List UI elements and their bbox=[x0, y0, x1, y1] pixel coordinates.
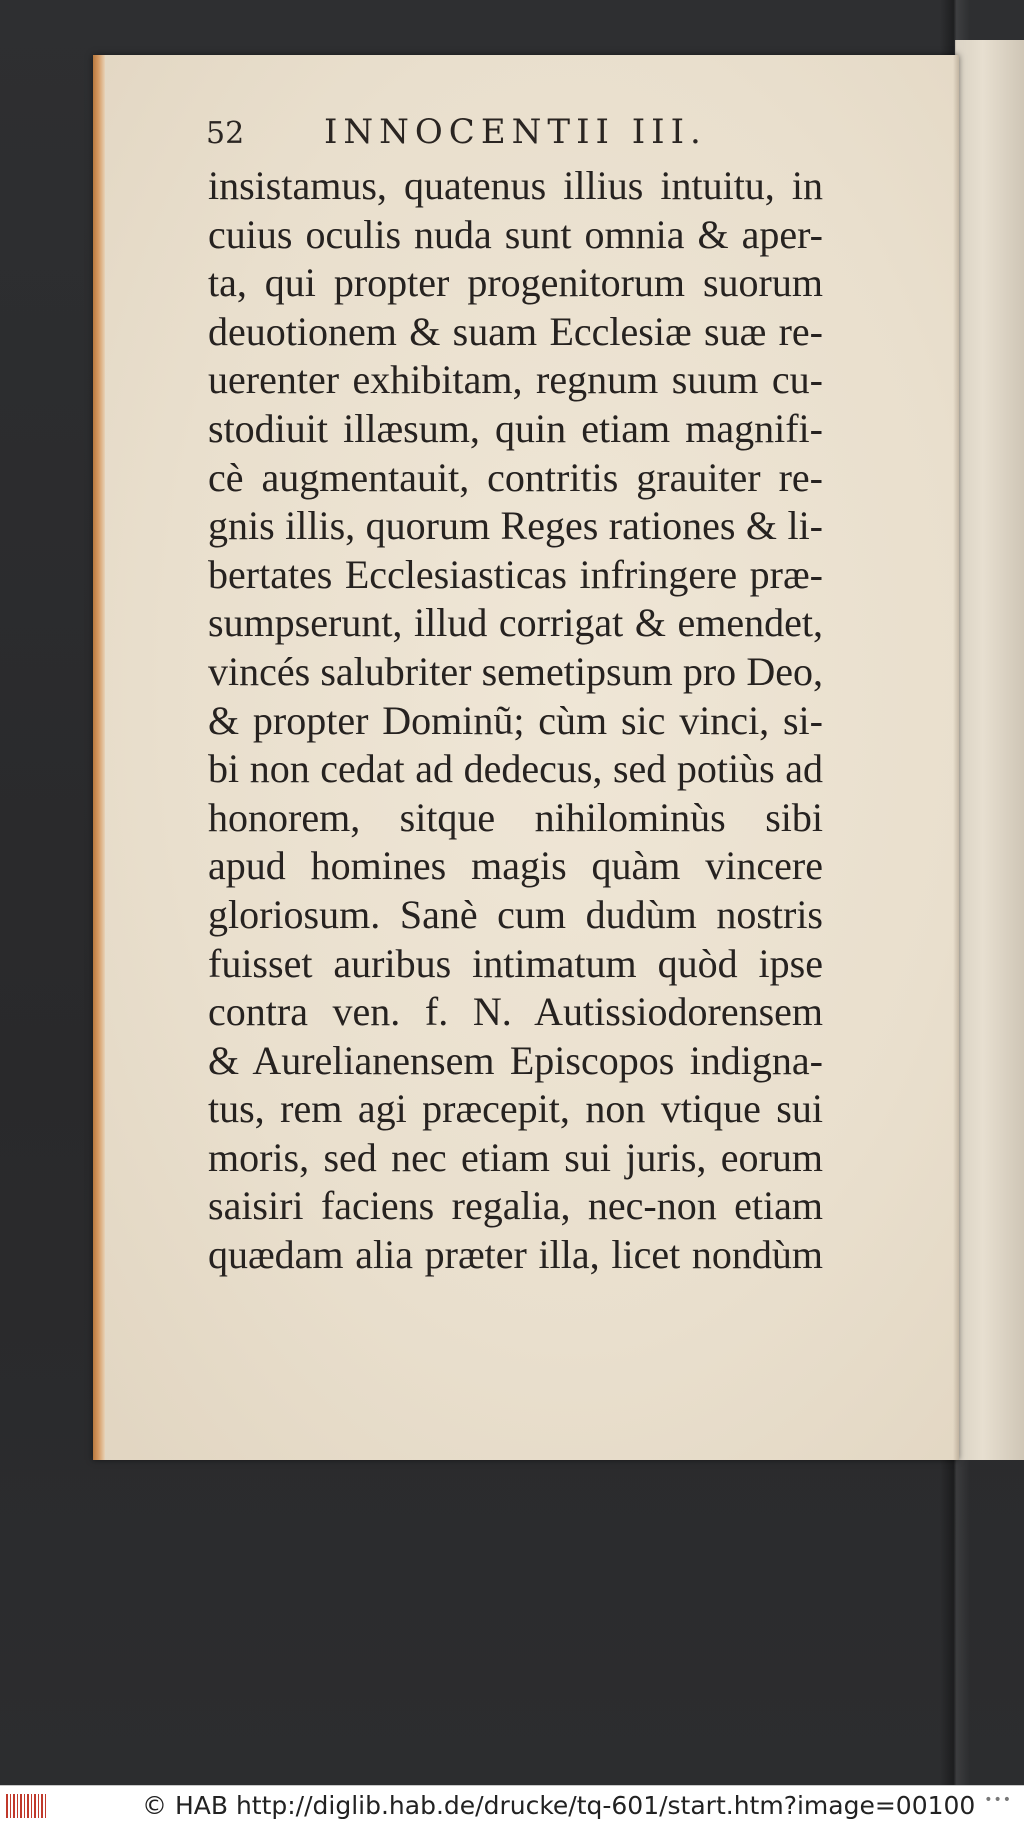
text-line: bertates Ecclesiasticas infringere præ- bbox=[208, 551, 823, 597]
text-line: & Aurelianensem Episcopos indigna- bbox=[208, 1037, 823, 1083]
text-line: deuotionem & suam Ecclesiæ suæ re- bbox=[208, 308, 823, 354]
text-line: uerenter exhibitam, regnum suum cu- bbox=[208, 357, 823, 403]
text-line: sumpserunt, illud corrigat & emendet, bbox=[208, 600, 823, 646]
text-line: apud homines magis quàm vincere bbox=[208, 843, 823, 889]
text-line: cuius oculis nuda sunt omnia & aper- bbox=[208, 211, 823, 257]
page-number: 52 bbox=[206, 116, 245, 151]
text-line: bi non cedat ad dedecus, sed potiùs ad bbox=[208, 746, 823, 792]
text-line: gnis illis, quorum Reges rationes & li- bbox=[208, 503, 823, 549]
text-line: quædam alia præter illa, licet nondùm bbox=[208, 1232, 823, 1278]
text-line: fuisset auribus intimatum quòd ipse bbox=[208, 940, 823, 986]
text-line: honorem, sitque nihilominùs sibi bbox=[208, 794, 823, 840]
text-line: contra ven. f. N. Autissiodorensem bbox=[208, 989, 823, 1035]
footer-bar bbox=[0, 1785, 1024, 1826]
text-line: tus, rem agi præcepit, non vtique sui bbox=[208, 1086, 823, 1132]
text-line: moris, sed nec etiam sui juris, eorum bbox=[208, 1134, 823, 1180]
copyright-link[interactable]: © HAB http://diglib.hab.de/drucke/tq-601/start.htm?image=00100 bbox=[142, 1791, 976, 1820]
page-edge bbox=[93, 55, 105, 1460]
text-line: cè augmentauit, contritis grauiter re- bbox=[208, 454, 823, 500]
hab-barcode-logo-icon bbox=[6, 1794, 46, 1818]
text-line: insistamus, quatenus illius intuitu, in bbox=[208, 163, 823, 208]
running-head bbox=[206, 112, 806, 162]
text-line: saisiri faciens regalia, nec-non etiam bbox=[208, 1183, 823, 1229]
text-block bbox=[208, 162, 823, 1280]
ellipsis-icon[interactable]: ••• bbox=[984, 1792, 1012, 1808]
text-line: ta, qui propter progenitorum suorum bbox=[208, 260, 823, 306]
page-edge-right bbox=[953, 55, 959, 1460]
text-line: gloriosum. Sanè cum dudùm nostris bbox=[208, 891, 823, 937]
text-line: vincés salubriter semetipsum pro Deo, bbox=[208, 648, 823, 694]
text-line: & propter Dominũ; cùm sic vinci, si- bbox=[208, 697, 823, 743]
running-title: INNOCENTII III. bbox=[324, 112, 707, 152]
text-line: stodiuit illæsum, quin etiam magnifi- bbox=[208, 405, 823, 451]
